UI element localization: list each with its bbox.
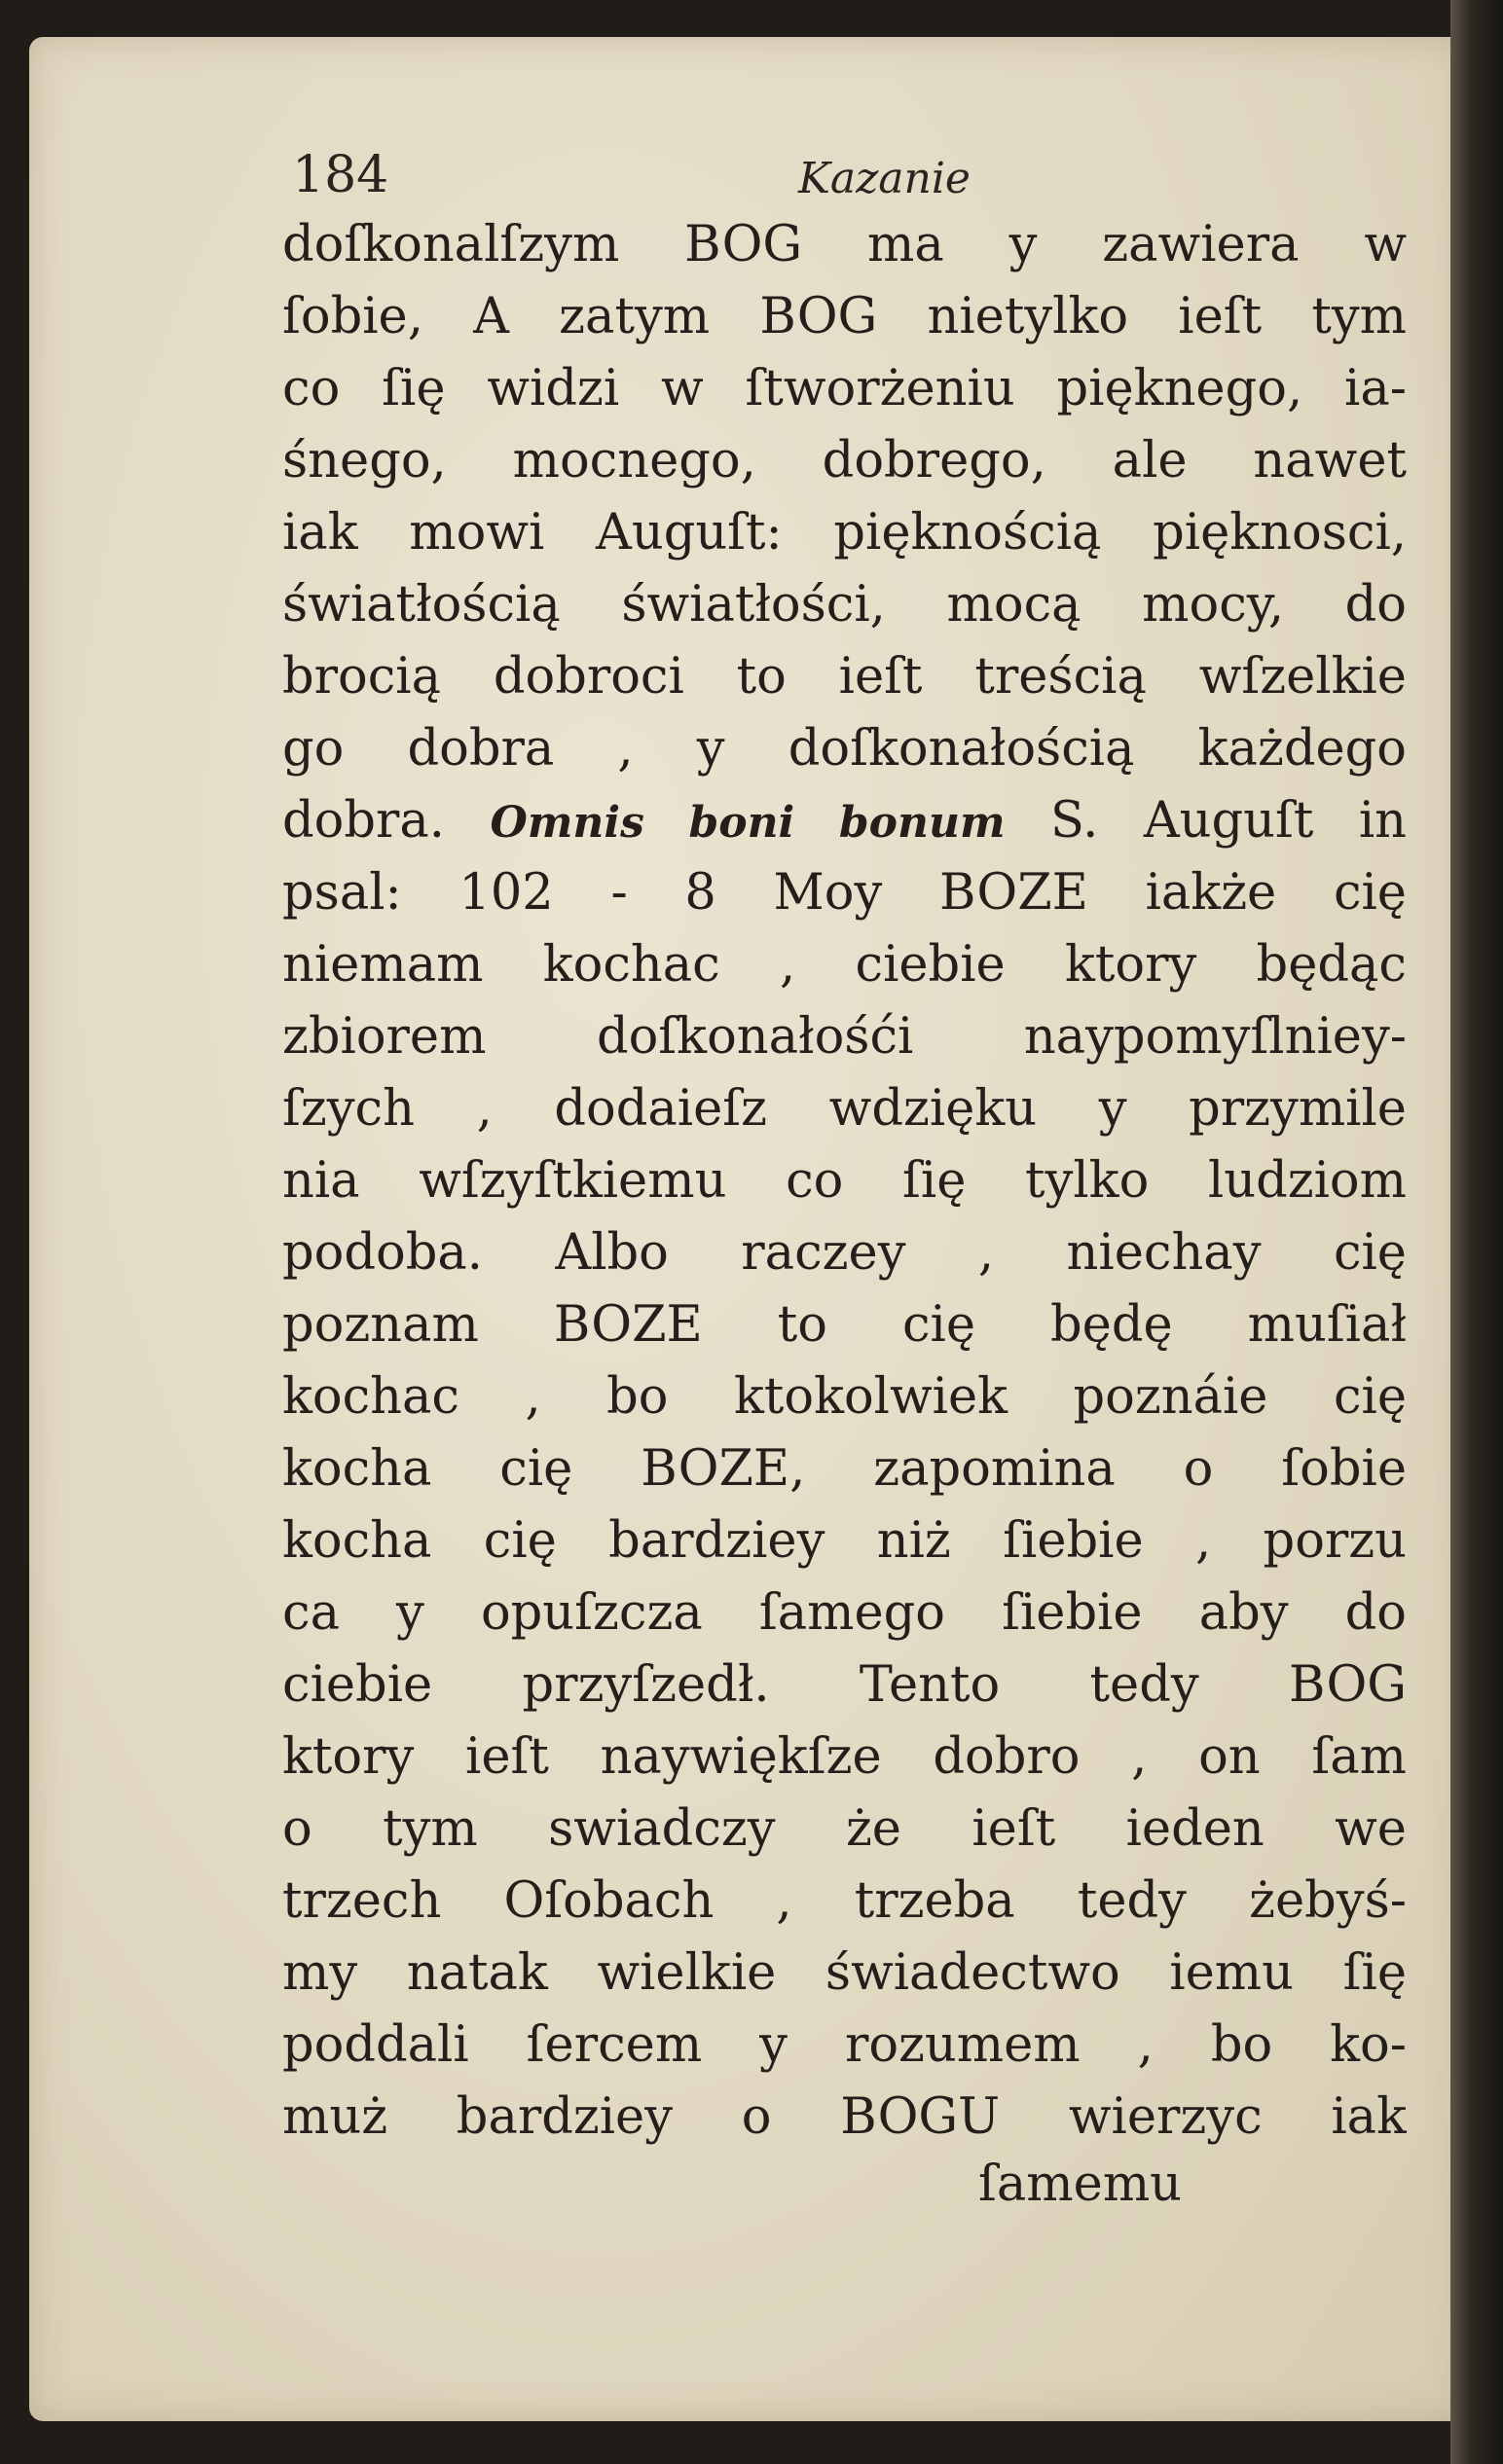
text-line: podoba. Albo raczey , niechay cię	[282, 1224, 1407, 1282]
catchword: ſamemu	[978, 2156, 1183, 2213]
text-line: kochac , bo ktokolwiek poznáie cię	[282, 1368, 1407, 1426]
text-line: nia wſzyſtkiemu co ſię tylko ludziom	[282, 1152, 1407, 1210]
text-line-with-latin-quote	[282, 785, 1407, 857]
text-line: doſkonalſzym BOG ma y zawiera w	[282, 216, 1407, 273]
book-spine-edge	[1450, 0, 1503, 2464]
text-line: kocha cię BOZE, zapomina o ſobie	[282, 1440, 1407, 1498]
running-head: Kazanie	[798, 154, 971, 203]
latin-line-suffix: S. Auguſt in	[1050, 792, 1407, 850]
text-line: my natak wielkie świadectwo iemu ſię	[282, 1944, 1407, 2002]
text-line: brocią dobroci to ieſt treścią wſzelkie	[282, 648, 1407, 706]
body-text	[282, 209, 1407, 2154]
text-line: niemam kochac , ciebie ktory będąc	[282, 936, 1407, 994]
text-line: iak mowi Auguſt: pięknością pięknosci,	[282, 504, 1407, 562]
latin-line-prefix: dobra.	[282, 792, 445, 850]
text-line: go dobra , y doſkonałością każdego	[282, 720, 1407, 778]
latin-quotation: Omnis boni bonum	[490, 798, 1006, 848]
text-line: światłością światłości, mocą mocy, do	[282, 576, 1407, 634]
text-line: ca y opuſzcza ſamego ſiebie aby do	[282, 1584, 1407, 1642]
text-line: ſobie, A zatym BOG nietylko ieſt tym	[282, 288, 1407, 345]
text-line: trzech Oſobach , trzeba tedy żebyś-	[282, 1872, 1407, 1930]
text-line: śnego, mocnego, dobrego, ale nawet	[282, 432, 1407, 489]
text-line: kocha cię bardziey niż ſiebie , porzu	[282, 1512, 1407, 1570]
page-number: 184	[292, 146, 389, 204]
text-line: psal: 102 - 8 Moy BOZE iakże cię	[282, 864, 1407, 922]
text-line: ktory ieſt naywiękſze dobro , on ſam	[282, 1728, 1407, 1786]
text-line: poznam BOZE to cię będę muſiał	[282, 1296, 1407, 1354]
text-line: o tym swiadczy że ieſt ieden we	[282, 1800, 1407, 1858]
text-line: co ſię widzi w ſtworżeniu pięknego, ia-	[282, 360, 1407, 417]
text-line: zbiorem doſkonałośći naypomyſlniey-	[282, 1008, 1407, 1066]
text-line: poddali ſercem y rozumem , bo ko-	[282, 2016, 1407, 2074]
text-line: ſzych , dodaieſz wdzięku y przymile	[282, 1080, 1407, 1138]
text-line: muż bardziey o BOGU wierzyc iak	[282, 2088, 1407, 2146]
text-line: ciebie przyſzedł. Tento tedy BOG	[282, 1656, 1407, 1714]
